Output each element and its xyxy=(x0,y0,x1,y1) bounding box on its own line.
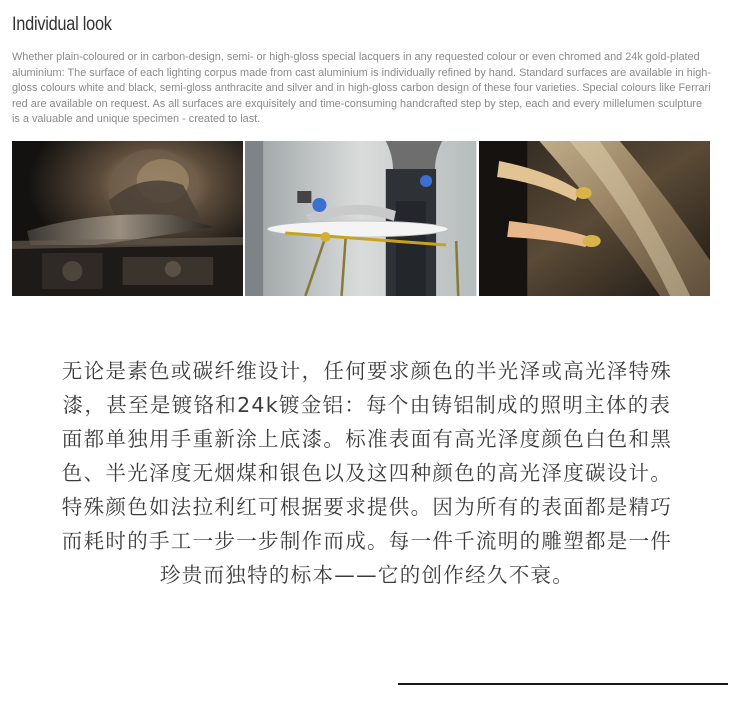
intro-paragraph: Whether plain-coloured or in carbon-design, semi- or high-gloss special lacquers in any requested colour or even chromed and 24k gold-plated aluminium: The surface of each lighting corpus made from cast aluminium is individually refined by hand. Standard surfaces are available in high-gloss colours white and black, semi-gloss anthracite and silver and in high-gloss carbon design of these four varieties. Special colours like Ferrari red are available on request. As all surfaces are exquisitely and time-consuming handcrafted step by step, each and every millelumen sculpture is a valuable and unique specimen - created to last. xyxy=(12,51,711,126)
hand-finishing-photo xyxy=(479,141,710,296)
spray-painting-photo xyxy=(245,141,476,296)
grinding-photo xyxy=(12,141,243,296)
photo-strip xyxy=(12,141,710,296)
page-title: Individual look xyxy=(12,14,112,35)
chinese-translation: 无论是素色或碳纤维设计，任何要求颜色的半光泽或高光泽特殊漆，甚至是镀铬和24k镀金铝：每个由铸铝制成的照明主体的表面都单独用手重新涂上底漆。标准表面有高光泽度颜色白色和黑色、半光泽度无烟煤和银色以及这四种颜色的高光泽度碳设计。特殊颜色如法拉利红可根据要求提供。因为所有的表面都是精巧而耗时的手工一步一步制作而成。每一件千流明的雕塑都是一件珍贵而独特的标本——它的创作经久不衰。 xyxy=(61,359,673,587)
divider-line xyxy=(398,683,728,685)
